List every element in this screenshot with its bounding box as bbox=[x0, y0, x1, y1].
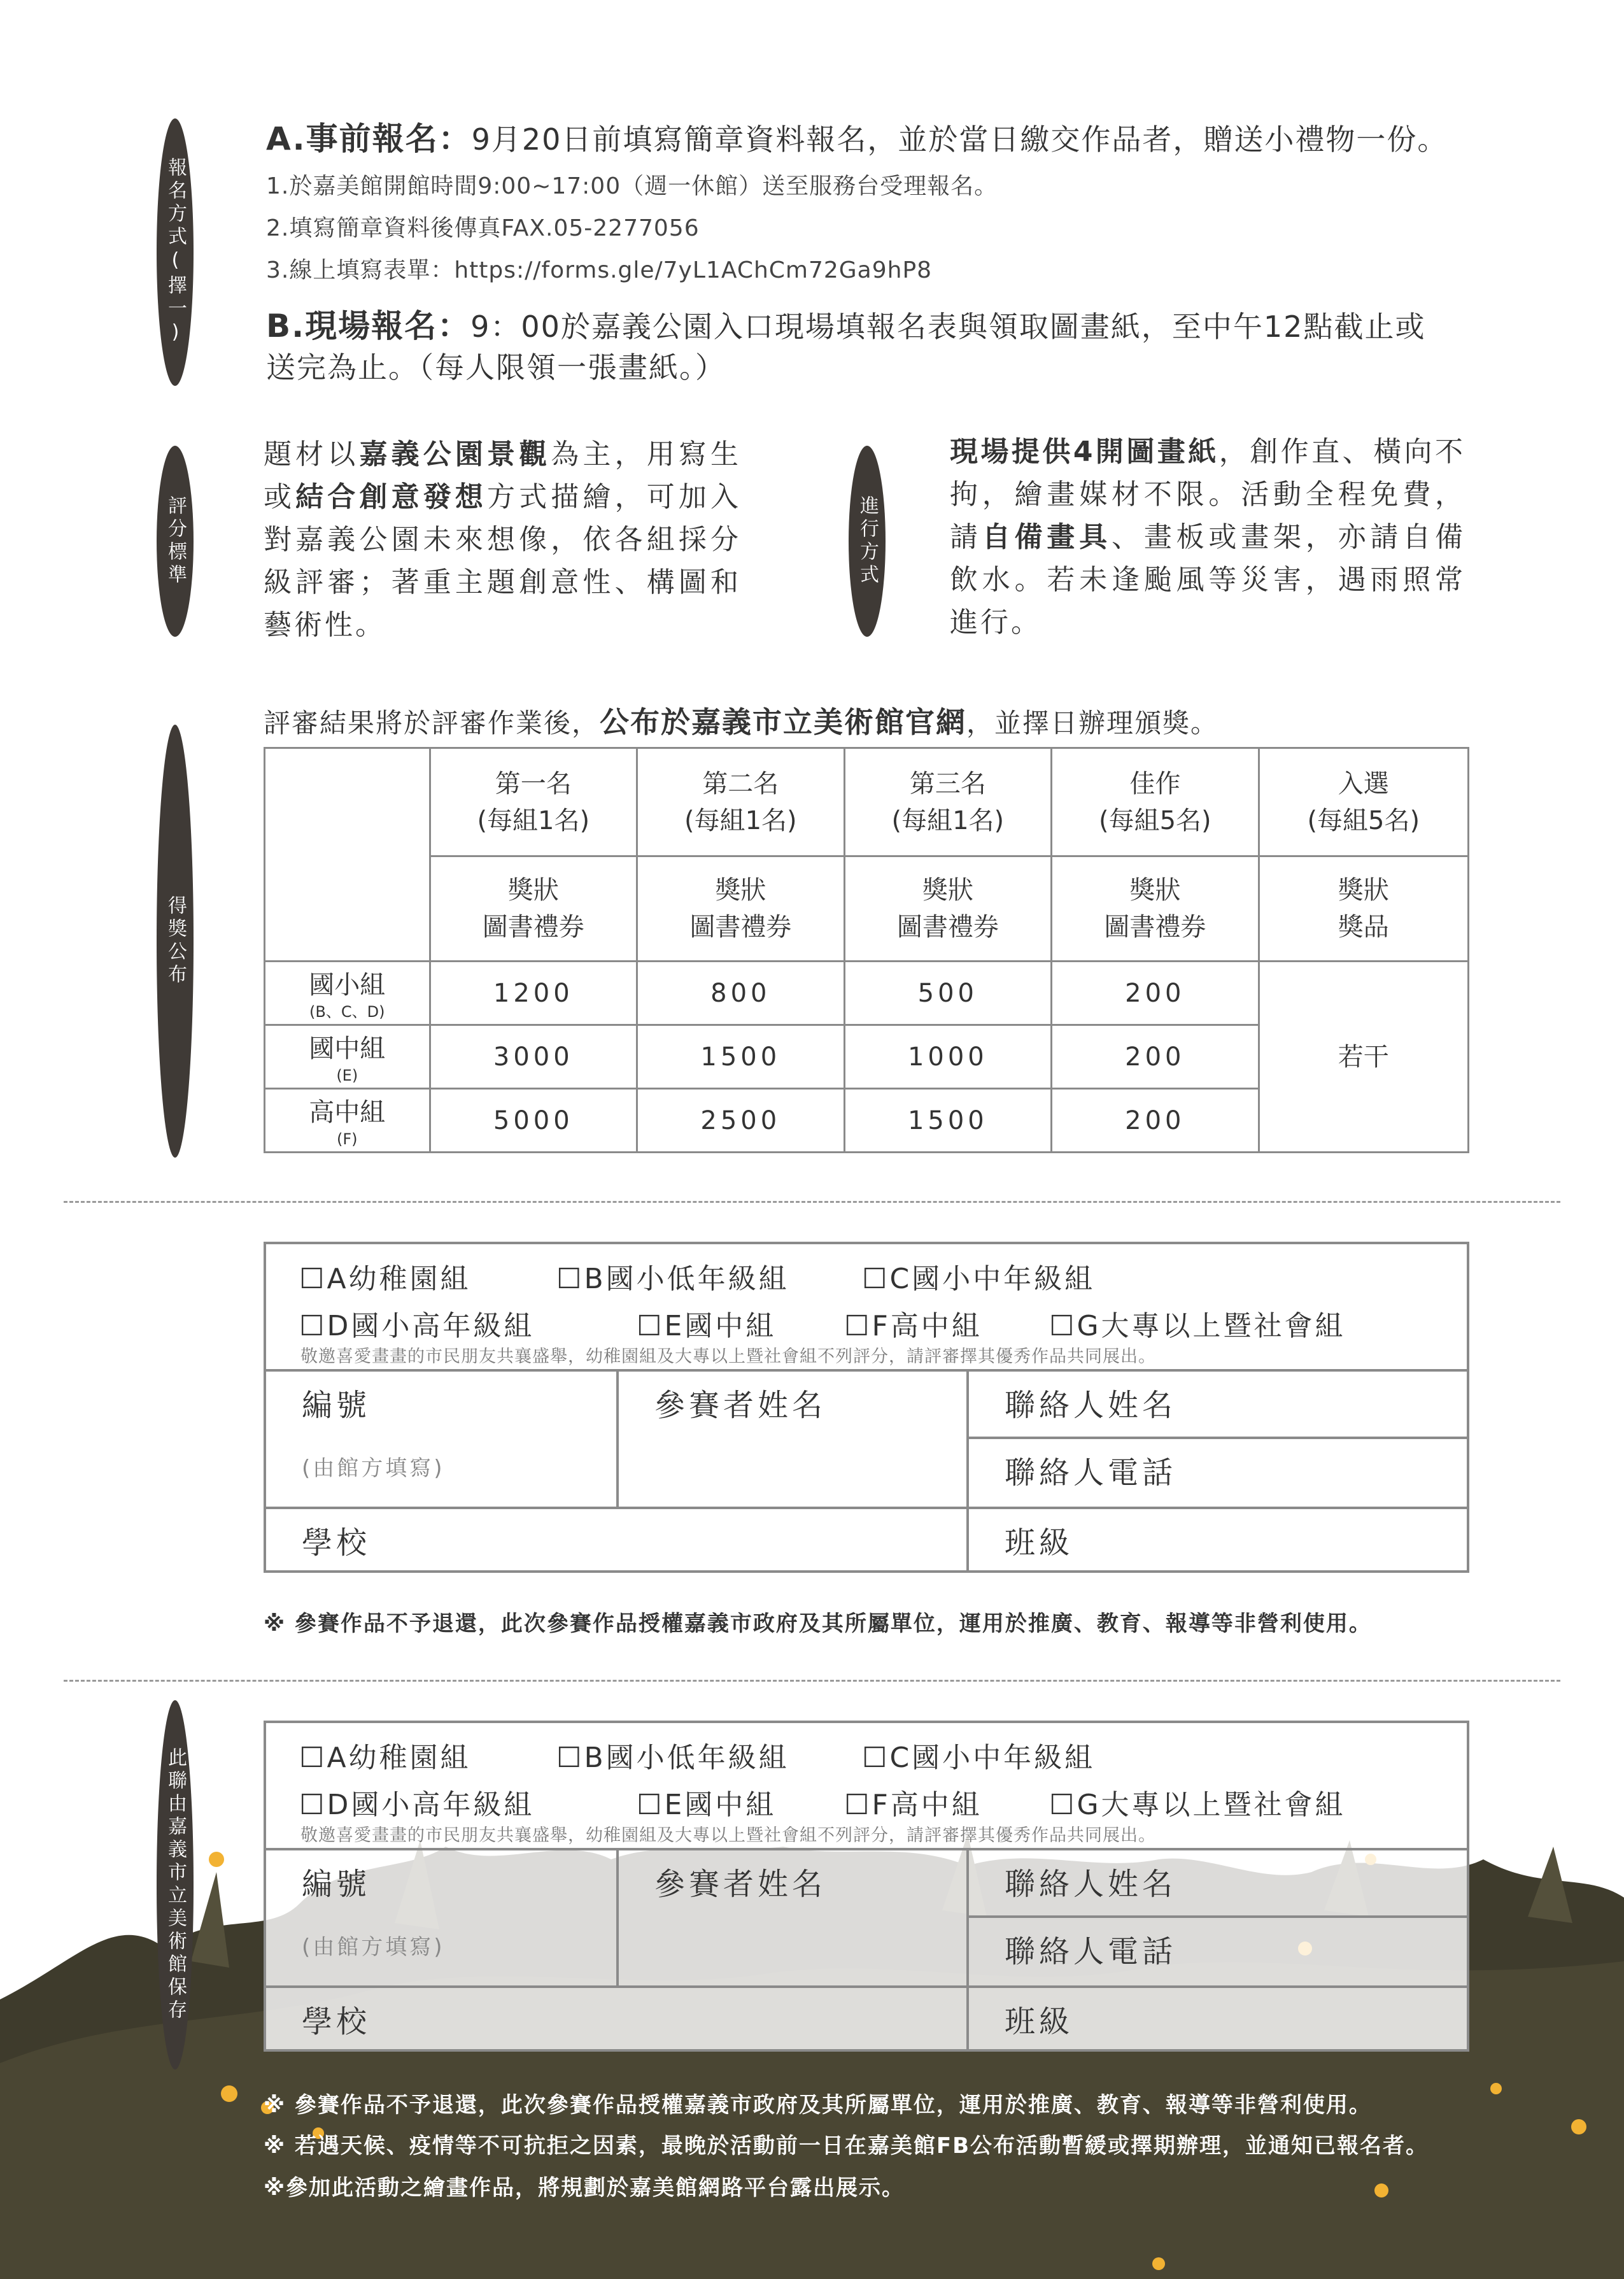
participant-field[interactable]: 參賽者姓名 bbox=[616, 1848, 966, 1985]
group-elementary: 國小組 (B、C、D) bbox=[265, 962, 430, 1025]
registration-side-label: 報名方式(擇一) bbox=[157, 118, 194, 386]
registration-a: A.事前報名：9月20日前填寫簡章資料報名，並於當日繳交作品者，贈送小禮物一份。 bbox=[266, 120, 1448, 157]
group-checkbox-e[interactable]: ☐E國中組 bbox=[637, 1789, 777, 1821]
awards-intro: 評審結果將於評審作業後，公布於嘉義市立美術館官網，並擇日辦理頒獎。 bbox=[264, 705, 1219, 739]
criteria-side-label: 評分標準 bbox=[157, 446, 194, 637]
cut-line-2 bbox=[64, 1680, 1560, 1682]
group-checkbox-a[interactable]: ☐A幼稚園組 bbox=[299, 1263, 471, 1295]
prize-third: 獎狀 圖書禮券 bbox=[844, 856, 1052, 962]
number-field[interactable]: 編號 (由館方填寫) bbox=[266, 1369, 616, 1507]
amount-cell: 200 bbox=[1052, 1089, 1259, 1153]
table-corner bbox=[265, 748, 430, 962]
class-field[interactable]: 班級 bbox=[966, 1985, 1467, 2049]
group-checkbox-g[interactable]: ☐G大專以上暨社會組 bbox=[1049, 1310, 1346, 1342]
table-row bbox=[265, 962, 1469, 1025]
amount-cell: 2500 bbox=[637, 1089, 845, 1153]
registration-item-1: 1.於嘉美館開館時間9:00~17:00（週一休館）送至服務台受理報名。 bbox=[266, 173, 998, 199]
awards-table bbox=[264, 747, 1469, 1153]
header-selected: 入選 (每組5名) bbox=[1259, 748, 1468, 856]
awards-side-label: 得獎公布 bbox=[157, 725, 194, 1158]
registration-item-2: 2.填寫簡章資料後傳真FAX.05-2277056 bbox=[266, 215, 700, 241]
form-note: 敬邀喜愛畫畫的市民朋友共襄盛舉，幼稚園組及大專以上暨社會組不列評分，請評審擇其優秀作品共同展出。 bbox=[300, 1347, 1156, 1367]
amount-cell: 1500 bbox=[844, 1089, 1052, 1153]
prize-second: 獎狀 圖書禮券 bbox=[637, 856, 845, 962]
registration-form-2 bbox=[264, 1721, 1469, 2052]
registration-b: B.現場報名：9：00於嘉義公園入口現場填報名表與領取圖畫紙，至中午12點截止或 送完為止。（每人限領一張畫紙。） bbox=[266, 308, 1426, 385]
amount-cell: 3000 bbox=[430, 1025, 637, 1089]
method-text: 現場提供4開圖畫紙，創作直、橫向不拘，繪畫媒材不限。活動全程免費，請自備畫具、畫板或畫架，亦請自備飲水。若未逢颱風等災害，遇雨照常進行。 bbox=[950, 436, 1466, 639]
contact-phone-field[interactable]: 聯絡人電話 bbox=[966, 1915, 1467, 1985]
group-checkbox-b[interactable]: ☐B國小低年級組 bbox=[556, 1742, 789, 1774]
cut-line-1 bbox=[64, 1201, 1560, 1203]
group-checkbox-d[interactable]: ☐D國小高年級組 bbox=[299, 1310, 535, 1342]
amount-cell: 1000 bbox=[844, 1025, 1052, 1089]
online-notice: ※參加此活動之繪畫作品，將規劃於嘉美館網路平台露出展示。 bbox=[264, 2175, 905, 2201]
amount-cell: 1200 bbox=[430, 962, 637, 1025]
amount-cell: 5000 bbox=[430, 1089, 637, 1153]
rights-notice-2: ※ 參賽作品不予退還，此次參賽作品授權嘉義市政府及其所屬單位，運用於推廣、教育、報導等非營利使用。 bbox=[264, 2092, 1372, 2118]
method-side-label: 進行方式 bbox=[849, 446, 886, 637]
retained-side-label: 此聯由嘉義市立美術館保存 bbox=[157, 1700, 194, 2070]
contact-name-field[interactable]: 聯絡人姓名 bbox=[966, 1369, 1467, 1437]
amount-cell: 800 bbox=[637, 962, 845, 1025]
registration-item-3: 3.線上填寫表單：https://forms.gle/7yL1AChCm72Ga9hP8 bbox=[266, 257, 933, 283]
group-checkbox-g[interactable]: ☐G大專以上暨社會組 bbox=[1049, 1789, 1346, 1821]
group-checkbox-f[interactable]: ☐F高中組 bbox=[844, 1310, 982, 1342]
group-junior: 國中組 (E) bbox=[265, 1025, 430, 1089]
amount-cell: 200 bbox=[1052, 1025, 1259, 1089]
criteria-text: 題材以嘉義公園景觀為主，用寫生或結合創意發想方式描繪，可加入對嘉義公園未來想像，依各組採分級評審；著重主題創意性、構圖和藝術性。 bbox=[264, 438, 742, 641]
form-note: 敬邀喜愛畫畫的市民朋友共襄盛舉，幼稚園組及大專以上暨社會組不列評分，請評審擇其優秀作品共同展出。 bbox=[300, 1826, 1156, 1845]
participant-field[interactable]: 參賽者姓名 bbox=[616, 1369, 966, 1507]
registration-form-1 bbox=[264, 1242, 1469, 1573]
prize-honorable: 獎狀 圖書禮券 bbox=[1052, 856, 1259, 962]
group-checkbox-d[interactable]: ☐D國小高年級組 bbox=[299, 1789, 535, 1821]
group-checkbox-a[interactable]: ☐A幼稚園組 bbox=[299, 1742, 471, 1774]
header-second: 第二名 (每組1名) bbox=[637, 748, 845, 856]
number-hint: (由館方填寫) bbox=[302, 1456, 445, 1481]
school-field[interactable]: 學校 bbox=[266, 1507, 966, 1570]
header-honorable: 佳作 (每組5名) bbox=[1052, 748, 1259, 856]
group-checkbox-f[interactable]: ☐F高中組 bbox=[844, 1789, 982, 1821]
amount-cell: 500 bbox=[844, 962, 1052, 1025]
number-hint: (由館方填寫) bbox=[302, 1935, 445, 1960]
group-checkbox-b[interactable]: ☐B國小低年級組 bbox=[556, 1263, 789, 1295]
group-checkbox-c[interactable]: ☐C國小中年級組 bbox=[862, 1742, 1096, 1774]
class-field[interactable]: 班級 bbox=[966, 1507, 1467, 1570]
rights-notice-1: ※ 參賽作品不予退還，此次參賽作品授權嘉義市政府及其所屬單位，運用於推廣、教育、報導等非營利使用。 bbox=[264, 1611, 1372, 1636]
contact-phone-field[interactable]: 聯絡人電話 bbox=[966, 1437, 1467, 1507]
prize-selected: 獎狀 獎品 bbox=[1259, 856, 1468, 962]
prize-first: 獎狀 圖書禮券 bbox=[430, 856, 637, 962]
amount-cell: 200 bbox=[1052, 962, 1259, 1025]
weather-notice: ※ 若遇天候、疫情等不可抗拒之因素，最晚於活動前一日在嘉美館FB公布活動暫緩或擇期辦理，並通知已報名者。 bbox=[264, 2133, 1429, 2159]
school-field[interactable]: 學校 bbox=[266, 1985, 966, 2049]
selected-prize-cell: 若干 bbox=[1259, 962, 1468, 1153]
header-third: 第三名 (每組1名) bbox=[844, 748, 1052, 856]
number-field[interactable]: 編號 (由館方填寫) bbox=[266, 1848, 616, 1985]
group-checkbox-c[interactable]: ☐C國小中年級組 bbox=[862, 1263, 1096, 1295]
group-checkbox-e[interactable]: ☐E國中組 bbox=[637, 1310, 777, 1342]
group-senior: 高中組 (F) bbox=[265, 1089, 430, 1153]
contact-name-field[interactable]: 聯絡人姓名 bbox=[966, 1848, 1467, 1915]
amount-cell: 1500 bbox=[637, 1025, 845, 1089]
header-first: 第一名 (每組1名) bbox=[430, 748, 637, 856]
